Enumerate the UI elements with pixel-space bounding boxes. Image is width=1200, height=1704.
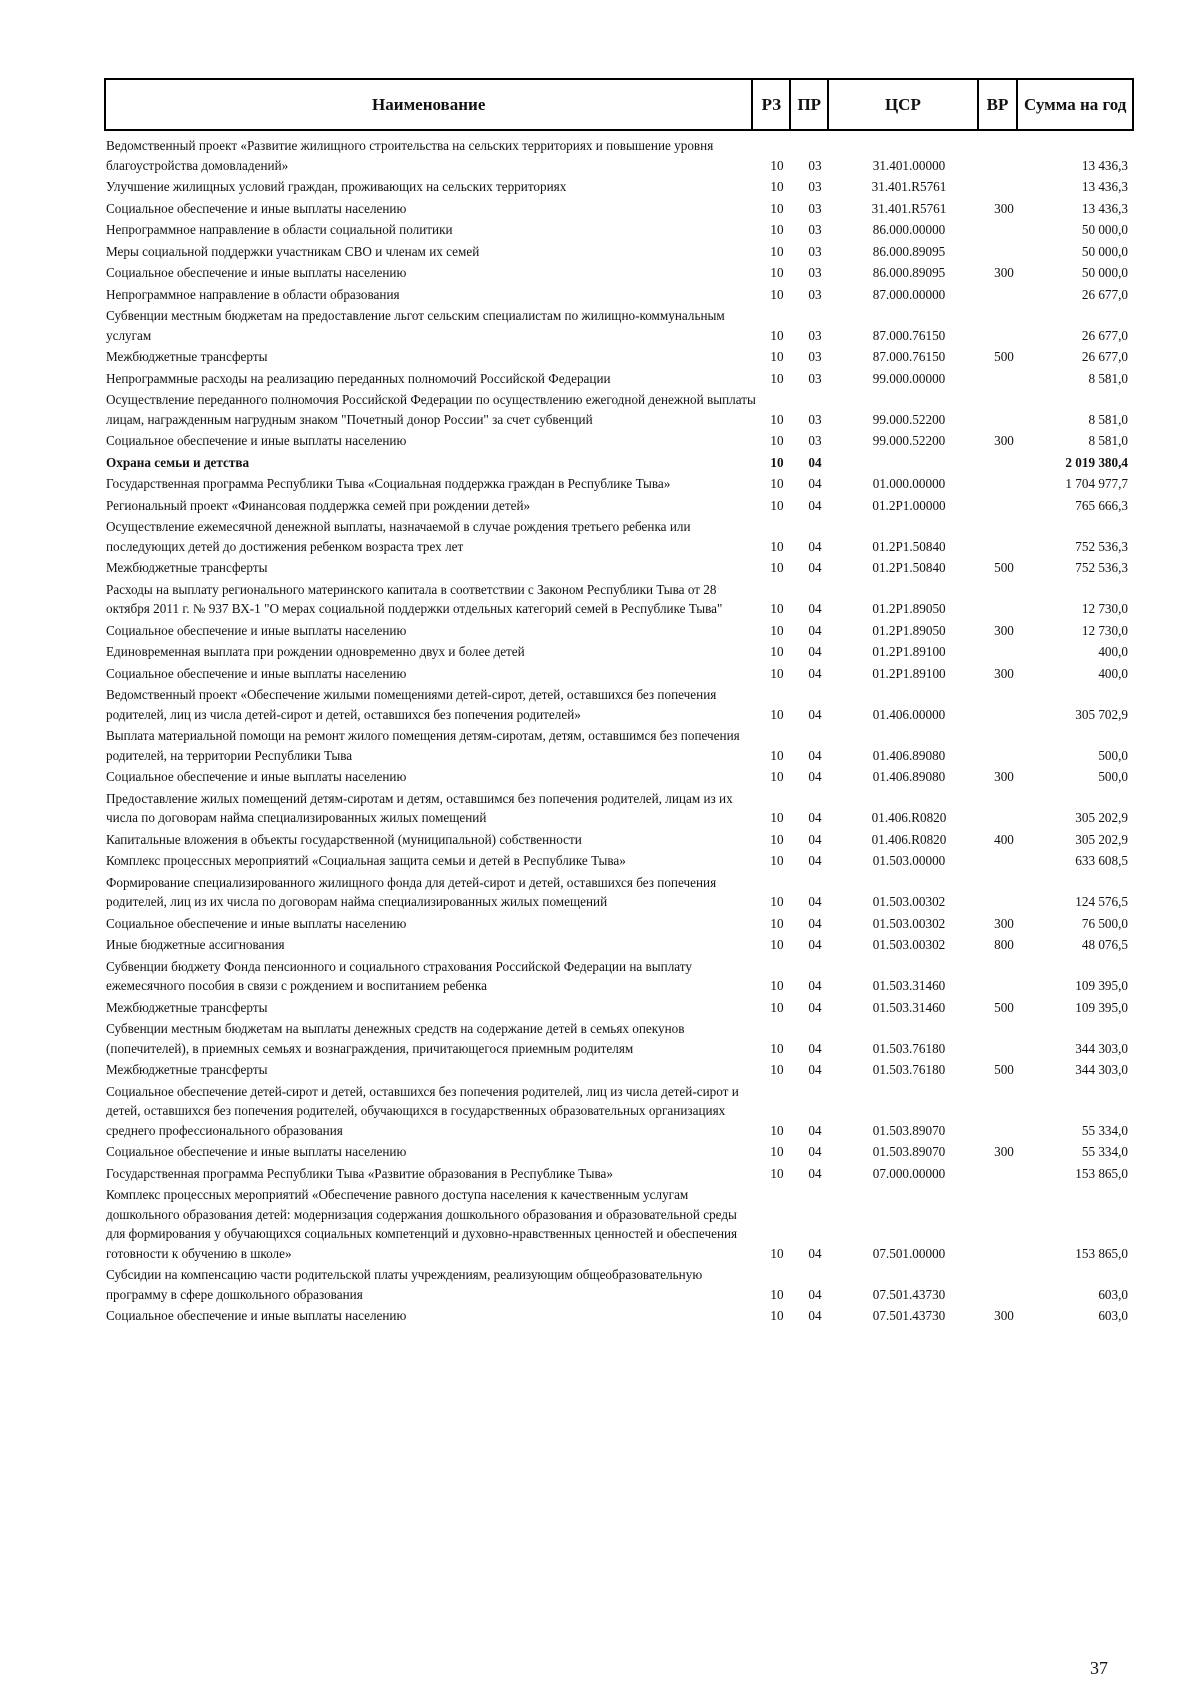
table-row — [104, 1306, 1134, 1326]
cell-rz: 10 — [770, 853, 784, 868]
cell-pr: 03 — [808, 265, 822, 280]
cell-csr: 01.503.31460 — [872, 999, 946, 1015]
cell-csr: 01.000.00000 — [872, 476, 946, 491]
table-row — [104, 306, 1134, 345]
cell-vr: 500 — [994, 560, 1014, 575]
cell-sum: 12 730,0 — [1081, 622, 1128, 638]
cell-sum: 26 677,0 — [1081, 349, 1128, 364]
cell-sum: 8 581,0 — [1088, 411, 1128, 427]
cell-rz: 10 — [770, 538, 784, 554]
cell-rz: 10 — [770, 243, 784, 259]
cell-pr: 04 — [808, 1245, 822, 1261]
cell-pr: 04 — [808, 978, 822, 993]
header-name: Наименование — [106, 80, 753, 129]
cell-sum: 400,0 — [1098, 644, 1128, 659]
cell-csr: 31.401.00000 — [872, 157, 946, 173]
cell-pr: 04 — [808, 454, 822, 470]
cell-sum: 26 677,0 — [1081, 327, 1128, 343]
cell-rz: 10 — [770, 937, 784, 952]
cell-sum: 55 334,0 — [1081, 1122, 1128, 1138]
cell-sum: 752 536,3 — [1075, 560, 1128, 575]
table-row — [104, 136, 1134, 175]
cell-sum: 344 303,0 — [1075, 1062, 1128, 1077]
table-row — [104, 390, 1134, 429]
table-row — [104, 767, 1134, 787]
cell-name: Государственная программа Республики Тыва «Социальная поддержка граждан в Республике Тыва» — [106, 476, 671, 491]
cell-sum: 12 730,0 — [1081, 601, 1128, 616]
cell-csr: 31.401.R5761 — [871, 200, 947, 216]
table-row — [104, 685, 1134, 724]
header-rz: РЗ — [753, 80, 791, 129]
table-body — [104, 136, 1134, 1328]
cell-name: Комплекс процессных мероприятий «Обеспечение равного доступа населения к качественным услугам дошкольного образования детей: модернизация содержания дошкольного образования и образовательной среды для формирования у обучающихся социальных компетенций и духовно-нравственных ценностей и обеспечения готовности к обучению в школе» — [106, 1187, 738, 1261]
cell-rz: 10 — [770, 978, 784, 993]
cell-csr: 01.503.89070 — [872, 1122, 946, 1138]
table-row — [104, 957, 1134, 996]
cell-pr: 04 — [808, 601, 822, 616]
table-row — [104, 453, 1134, 473]
cell-name: Социальное обеспечение детей-сирот и детей, оставшихся без попечения родителей, лиц из числа детей-сирот и детей, оставшихся без попечения родителей, обучающихся в государственных образовательных организациях среднего профессионального образования — [106, 1083, 739, 1138]
table-row — [104, 1019, 1134, 1058]
table-row — [104, 220, 1134, 240]
cell-rz: 10 — [770, 286, 784, 302]
cell-csr: 99.000.52200 — [872, 411, 946, 427]
cell-name: Межбюджетные трансферты — [106, 349, 268, 364]
cell-pr: 04 — [808, 1040, 822, 1056]
cell-sum: 124 576,5 — [1075, 894, 1128, 909]
table-row — [104, 474, 1134, 494]
cell-rz: 10 — [770, 1245, 784, 1261]
cell-csr: 01.406.00000 — [872, 706, 946, 722]
cell-name: Капитальные вложения в объекты государственной (муниципальной) собственности — [106, 831, 582, 847]
cell-rz: 10 — [770, 327, 784, 343]
cell-vr: 300 — [994, 622, 1014, 638]
table-row — [104, 914, 1134, 934]
cell-csr: 01.2Р1.50840 — [872, 538, 946, 554]
table-row — [104, 851, 1134, 871]
cell-sum: 50 000,0 — [1081, 265, 1128, 280]
cell-csr: 01.503.00302 — [872, 937, 946, 952]
cell-csr: 01.406.89080 — [872, 769, 946, 784]
cell-pr: 03 — [808, 349, 822, 364]
table-header — [104, 78, 1134, 131]
table-row — [104, 664, 1134, 684]
cell-rz: 10 — [770, 1062, 784, 1077]
cell-pr: 04 — [808, 665, 822, 681]
cell-pr: 04 — [808, 894, 822, 909]
cell-pr: 03 — [808, 370, 822, 386]
table-row — [104, 580, 1134, 619]
cell-sum: 153 865,0 — [1075, 1245, 1128, 1261]
cell-pr: 04 — [808, 937, 822, 952]
cell-rz: 10 — [770, 476, 784, 491]
cell-rz: 10 — [770, 200, 784, 216]
table-row — [104, 558, 1134, 578]
cell-pr: 03 — [808, 243, 822, 259]
cell-pr: 04 — [808, 1286, 822, 1302]
cell-csr: 01.503.00000 — [872, 853, 946, 868]
cell-rz: 10 — [770, 1040, 784, 1056]
table-row — [104, 726, 1134, 765]
cell-rz: 10 — [770, 265, 784, 280]
table-row — [104, 177, 1134, 197]
cell-csr: 01.2Р1.00000 — [872, 497, 946, 513]
cell-name: Социальное обеспечение и иные выплаты населению — [106, 915, 407, 931]
cell-sum: 305 202,9 — [1075, 810, 1128, 825]
cell-rz: 10 — [770, 831, 784, 847]
header-vr: ВР — [979, 80, 1019, 129]
cell-name: Ведомственный проект «Развитие жилищного строительства на сельских территориях и повышение уровня благоустройства домовладений» — [106, 138, 714, 173]
cell-rz: 10 — [770, 222, 784, 237]
page-number: 37 — [1090, 1658, 1108, 1678]
cell-name: Осуществление ежемесячной денежной выплаты, назначаемой в случае рождения третьего ребенка или последующих детей до достижения ребенком возраста трех лет — [106, 519, 691, 554]
cell-rz: 10 — [770, 349, 784, 364]
cell-rz: 10 — [770, 433, 784, 448]
cell-rz: 10 — [770, 560, 784, 575]
cell-name: Межбюджетные трансферты — [106, 1062, 268, 1077]
cell-pr: 04 — [808, 747, 822, 763]
cell-name: Иные бюджетные ассигнования — [106, 937, 285, 952]
cell-name: Непрограммное направление в области социальной политики — [106, 222, 453, 237]
cell-sum: 765 666,3 — [1075, 497, 1128, 513]
cell-csr: 01.406.R0820 — [871, 810, 947, 825]
cell-sum: 752 536,3 — [1075, 538, 1128, 554]
cell-csr: 07.501.00000 — [872, 1245, 946, 1261]
cell-pr: 04 — [808, 831, 822, 847]
table-row — [104, 789, 1134, 828]
table-row — [104, 1082, 1134, 1141]
cell-rz: 10 — [770, 411, 784, 427]
cell-name: Социальное обеспечение и иные выплаты населению — [106, 1308, 407, 1323]
cell-vr: 300 — [994, 200, 1014, 216]
table-row — [104, 935, 1134, 955]
cell-rz: 10 — [770, 179, 784, 194]
cell-sum: 76 500,0 — [1081, 915, 1128, 931]
cell-rz: 10 — [770, 747, 784, 763]
cell-sum: 50 000,0 — [1081, 222, 1128, 237]
cell-rz: 10 — [770, 810, 784, 825]
cell-name: Социальное обеспечение и иные выплаты населению — [106, 665, 407, 681]
cell-csr: 87.000.00000 — [872, 286, 946, 302]
cell-sum: 8 581,0 — [1088, 370, 1128, 386]
cell-name: Государственная программа Республики Тыва «Развитие образования в Республике Тыва» — [106, 1165, 614, 1181]
cell-sum: 633 608,5 — [1075, 853, 1128, 868]
cell-csr: 07.501.43730 — [872, 1286, 946, 1302]
cell-name: Выплата материальной помощи на ремонт жилого помещения детям-сиротам, детям, оставшимся без попечения родителей, на территории Республики Тыва — [106, 728, 740, 763]
cell-rz: 10 — [770, 894, 784, 909]
cell-name: Формирование специализированного жилищного фонда для детей-сирот и детей, оставшихся без попечения родителей, лиц из их числа по договорам найма специализированных жилых помещений — [106, 874, 717, 909]
cell-pr: 04 — [808, 810, 822, 825]
cell-pr: 04 — [808, 915, 822, 931]
header-pr: ПР — [791, 80, 829, 129]
cell-name: Социальное обеспечение и иные выплаты населению — [106, 1144, 407, 1159]
cell-name: Субвенции местным бюджетам на предоставление льгот сельским специалистам по жилищно-коммунальным услугам — [106, 308, 725, 343]
cell-sum: 26 677,0 — [1081, 286, 1128, 302]
cell-sum: 153 865,0 — [1075, 1165, 1128, 1181]
cell-name: Осуществление переданного полномочия Российской Федерации по осуществлению ежегодной денежной выплаты лицам, награжденным нагрудным знаком "Почетный донор России" за счет субвенций — [106, 392, 756, 427]
cell-sum: 109 395,0 — [1075, 999, 1128, 1015]
cell-pr: 03 — [808, 286, 822, 302]
cell-csr: 07.000.00000 — [872, 1165, 946, 1181]
cell-csr: 87.000.76150 — [872, 327, 946, 343]
cell-pr: 03 — [808, 433, 822, 448]
table-row — [104, 285, 1134, 305]
cell-vr: 800 — [994, 937, 1014, 952]
cell-csr: 01.2Р1.89100 — [872, 644, 946, 659]
cell-csr: 86.000.89095 — [872, 243, 946, 259]
cell-csr: 99.000.00000 — [872, 370, 946, 386]
cell-name: Меры социальной поддержки участникам СВО и членам их семей — [106, 243, 480, 259]
cell-rz: 10 — [770, 706, 784, 722]
cell-sum: 500,0 — [1098, 747, 1128, 763]
cell-pr: 03 — [808, 200, 822, 216]
cell-vr: 500 — [994, 1062, 1014, 1077]
cell-pr: 03 — [808, 179, 822, 194]
cell-csr: 01.503.76180 — [872, 1062, 946, 1077]
table-row — [104, 873, 1134, 912]
cell-pr: 04 — [808, 622, 822, 638]
cell-csr: 01.503.89070 — [872, 1144, 946, 1159]
cell-pr: 04 — [808, 644, 822, 659]
table-row — [104, 199, 1134, 219]
cell-name: Социальное обеспечение и иные выплаты населению — [106, 622, 407, 638]
cell-sum: 400,0 — [1098, 665, 1128, 681]
cell-sum: 8 581,0 — [1088, 433, 1128, 448]
cell-rz: 10 — [770, 1308, 784, 1323]
cell-rz: 10 — [770, 622, 784, 638]
cell-csr: 01.406.89080 — [872, 747, 946, 763]
cell-vr: 300 — [994, 1144, 1014, 1159]
cell-sum: 109 395,0 — [1075, 978, 1128, 993]
table-row — [104, 263, 1134, 283]
cell-name: Социальное обеспечение и иные выплаты населению — [106, 769, 407, 784]
table-row — [104, 1265, 1134, 1304]
table-row — [104, 496, 1134, 516]
cell-pr: 04 — [808, 560, 822, 575]
table-row — [104, 242, 1134, 262]
cell-vr: 300 — [994, 1308, 1014, 1323]
cell-csr: 87.000.76150 — [872, 349, 946, 364]
cell-pr: 04 — [808, 476, 822, 491]
cell-sum: 500,0 — [1098, 769, 1128, 784]
cell-sum: 344 303,0 — [1075, 1040, 1128, 1056]
cell-name: Субвенции бюджету Фонда пенсионного и социального страхования Российской Федерации на выплату ежемесячного пособия в связи с рождением и воспитанием ребенка — [106, 958, 692, 993]
table-row — [104, 621, 1134, 641]
cell-rz: 10 — [770, 999, 784, 1015]
header-sum: Сумма на год — [1024, 94, 1127, 114]
cell-name: Социальное обеспечение и иные выплаты населению — [106, 265, 407, 280]
cell-vr: 500 — [994, 999, 1014, 1015]
cell-pr: 04 — [808, 1062, 822, 1077]
cell-pr: 04 — [808, 706, 822, 722]
table-row — [104, 998, 1134, 1018]
cell-sum: 13 436,3 — [1081, 179, 1128, 194]
cell-name: Межбюджетные трансферты — [106, 999, 268, 1015]
cell-sum: 48 076,5 — [1081, 937, 1128, 952]
cell-rz: 10 — [770, 601, 784, 616]
table-row — [104, 830, 1134, 850]
cell-csr: 31.401.R5761 — [871, 179, 947, 194]
cell-rz: 10 — [770, 915, 784, 931]
cell-sum: 13 436,3 — [1081, 200, 1128, 216]
cell-pr: 03 — [808, 157, 822, 173]
cell-pr: 04 — [808, 497, 822, 513]
cell-pr: 04 — [808, 538, 822, 554]
cell-name: Улучшение жилищных условий граждан, проживающих на сельских территориях — [106, 179, 567, 194]
cell-rz: 10 — [770, 1122, 784, 1138]
cell-rz: 10 — [770, 1286, 784, 1302]
cell-name: Социальное обеспечение и иные выплаты населению — [106, 200, 407, 216]
cell-pr: 04 — [808, 1165, 822, 1181]
cell-name: Расходы на выплату регионального материнского капитала в соответствии с Законом Республики Тыва от 28 октября 2011 г. № 937 ВХ-1 "О мерах социальной поддержки отдельных категорий семей в Республике Тыва" — [106, 581, 723, 616]
cell-name: Ведомственный проект «Обеспечение жилыми помещениями детей-сирот, детей, оставшихся без попечения родителей, лиц из числа детей-сирот и детей, оставшихся без попечения родителей» — [106, 687, 717, 722]
cell-pr: 03 — [808, 222, 822, 237]
cell-sum: 305 702,9 — [1075, 706, 1128, 722]
cell-pr: 04 — [808, 853, 822, 868]
cell-csr: 01.406.R0820 — [871, 831, 947, 847]
cell-csr: 99.000.52200 — [872, 433, 946, 448]
cell-vr: 300 — [994, 915, 1014, 931]
cell-rz: 10 — [770, 370, 784, 386]
cell-name: Комплекс процессных мероприятий «Социальная защита семьи и детей в Республике Тыва» — [106, 853, 626, 868]
cell-csr: 01.503.00302 — [872, 915, 946, 931]
cell-rz: 10 — [770, 644, 784, 659]
cell-pr: 04 — [808, 1308, 822, 1323]
cell-sum: 603,0 — [1098, 1308, 1128, 1323]
cell-rz: 10 — [770, 665, 784, 681]
cell-csr: 86.000.00000 — [872, 222, 946, 237]
cell-vr: 300 — [994, 265, 1014, 280]
cell-rz: 10 — [770, 1165, 784, 1181]
cell-csr: 01.2Р1.89050 — [872, 601, 946, 616]
cell-sum: 13 436,3 — [1081, 157, 1128, 173]
cell-csr: 01.2Р1.89050 — [872, 622, 946, 638]
table-row — [104, 1164, 1134, 1184]
cell-pr: 04 — [808, 999, 822, 1015]
table-row — [104, 1185, 1134, 1263]
table-row — [104, 517, 1134, 556]
cell-sum: 2 019 380,4 — [1065, 454, 1128, 470]
cell-name: Единовременная выплата при рождении одновременно двух и более детей — [106, 644, 525, 659]
cell-name: Субвенции местным бюджетам на выплаты денежных средств на содержание детей в семьях опекунов (попечителей), в приемных семьях и вознаграждения, причитающегося приемным родителям — [106, 1021, 685, 1056]
cell-csr: 01.2Р1.50840 — [872, 560, 946, 575]
cell-vr: 300 — [994, 433, 1014, 448]
cell-rz: 10 — [770, 454, 784, 470]
cell-name: Социальное обеспечение и иные выплаты населению — [106, 433, 407, 448]
cell-csr: 01.2Р1.89100 — [872, 665, 946, 681]
cell-name: Непрограммное направление в области образования — [106, 286, 400, 302]
cell-pr: 04 — [808, 1144, 822, 1159]
cell-name: Региональный проект «Финансовая поддержка семей при рождении детей» — [106, 497, 531, 513]
cell-sum: 50 000,0 — [1081, 243, 1128, 259]
cell-sum: 55 334,0 — [1081, 1144, 1128, 1159]
header-csr: ЦСР — [829, 80, 978, 129]
cell-csr: 01.503.00302 — [872, 894, 946, 909]
cell-sum: 603,0 — [1098, 1286, 1128, 1302]
table-row — [104, 1060, 1134, 1080]
table-row — [104, 347, 1134, 367]
cell-name: Субсидии на компенсацию части родительской платы учреждениям, реализующим общеобразовательную программу в сфере дошкольного образования — [106, 1267, 703, 1302]
cell-vr: 300 — [994, 665, 1014, 681]
cell-csr: 07.501.43730 — [872, 1308, 946, 1323]
cell-rz: 10 — [770, 769, 784, 784]
cell-csr: 01.503.76180 — [872, 1040, 946, 1056]
cell-name: Охрана семьи и детства — [106, 454, 250, 470]
cell-vr: 300 — [994, 769, 1014, 784]
cell-csr: 86.000.89095 — [872, 265, 946, 280]
cell-rz: 10 — [770, 497, 784, 513]
cell-rz: 10 — [770, 157, 784, 173]
cell-name: Непрограммные расходы на реализацию переданных полномочий Российской Федерации — [106, 370, 611, 386]
cell-pr: 03 — [808, 411, 822, 427]
cell-vr: 400 — [994, 831, 1014, 847]
cell-name: Предоставление жилых помещений детям-сиротам и детям, оставшимся без попечения родителей, лицам из их числа по договорам найма специализированных жилых помещений — [106, 790, 733, 825]
cell-vr: 500 — [994, 349, 1014, 364]
cell-pr: 04 — [808, 769, 822, 784]
cell-pr: 04 — [808, 1122, 822, 1138]
cell-rz: 10 — [770, 1144, 784, 1159]
cell-pr: 03 — [808, 327, 822, 343]
table-row — [104, 369, 1134, 389]
cell-name: Межбюджетные трансферты — [106, 560, 268, 575]
table-row — [104, 642, 1134, 662]
table-row — [104, 1142, 1134, 1162]
cell-csr: 01.503.31460 — [872, 978, 946, 993]
cell-sum: 1 704 977,7 — [1065, 476, 1128, 491]
table-row — [104, 431, 1134, 451]
cell-sum: 305 202,9 — [1075, 831, 1128, 847]
